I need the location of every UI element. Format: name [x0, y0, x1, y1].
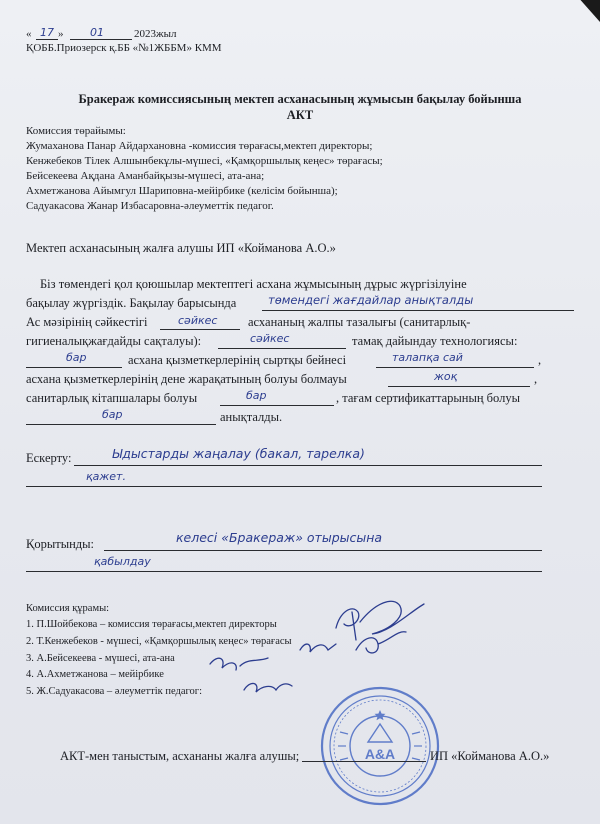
signature-beisekeeva: [300, 644, 336, 652]
footer-tenant: ИП «Койманова А.О.»: [430, 749, 550, 763]
body-text: Біз төмендегі қол қоюшылар мектептегі асхана жұмысының дұрыс жүргізілуіне: [40, 277, 467, 291]
body-text: асхананың жалпы тазалығы (санитарлық-: [248, 315, 471, 329]
handwritten-value: бар: [66, 351, 87, 364]
date-day: 17: [40, 26, 54, 39]
official-stamp: [318, 684, 442, 808]
document-title-act: АКТ: [286, 108, 314, 122]
signature-line: 2. Т.Кенжебеков - мүшесі, «Қамқоршылық кеңес» төрағасы: [26, 636, 292, 647]
commission-member: Кенжебеков Тілек Алшынбекұлы-мүшесі, «Қамқоршылық кеңес» төрағасы;: [26, 155, 383, 167]
date-year: 2023жыл: [134, 28, 177, 40]
date-open-quote: «: [26, 28, 32, 40]
date-month: 01: [90, 26, 104, 39]
commission-member: Бейсекеева Ақдана Аманбайқызы-мүшесі, ата-ана;: [26, 170, 265, 182]
handwritten-value: жоқ: [434, 370, 458, 383]
organization-name: ҚОББ.Приозерск қ.ББ «№1ЖББМ» КММ: [26, 42, 222, 54]
signature-saduakasova: [244, 683, 292, 692]
body-text: Ас мәзірінің сәйкестігі: [26, 315, 148, 329]
stamp-center-text: A&A: [364, 746, 396, 762]
body-text: тамақ дайындау технологиясы:: [352, 334, 518, 348]
body-text: анықталды.: [220, 410, 283, 424]
handwritten-value: сәйкес: [178, 314, 218, 327]
handwritten-note: Ыдыстарды жаңалау (бакал, тарелка): [112, 446, 365, 461]
footer-acknowledgement: АКТ-мен таныстым, асхананы жалға алушы;: [60, 749, 300, 763]
body-text: гигиеналықжағдайды сақталуы):: [26, 334, 202, 348]
signature-line: 1. П.Шойбекова – комиссия төрағасы,мектеп директоры: [26, 619, 277, 630]
commission-member: Садуакасова Жанар Избасаровна-әлеуметтік педагог.: [26, 200, 274, 212]
document-title: Бракераж комиссиясының мектеп асханасының жұмысын бақылау бойынша: [78, 92, 522, 106]
handwritten-note: қажет.: [86, 470, 126, 483]
body-text: санитарлық кітапшалары болуы: [26, 391, 198, 405]
signatures-heading: Комиссия құрамы:: [26, 603, 110, 614]
handwritten-conclusion: келесі «Бракераж» отырысына: [176, 530, 383, 545]
handwritten-conclusion: қабылдау: [94, 555, 151, 568]
commission-member: Жумаханова Панар Айдархановна -комиссия төрағасы,мектеп директоры;: [26, 140, 373, 152]
date-close-quote: »: [58, 28, 64, 40]
tenant-signature-line: [302, 761, 426, 762]
signature-line: 3. А.Бейсекеева - мүшесі, ата-ана: [26, 653, 175, 664]
signature-kenzhebekov: [356, 632, 406, 653]
signature-director: [336, 601, 424, 640]
commission-member: Ахметжанова Айымгул Шариповна-мейірбике (келісім бойынша);: [26, 185, 338, 197]
body-text: бақылау жүргіздік. Бақылау барысында: [26, 296, 237, 310]
tenant-line: Мектеп асханасының жалға алушы ИП «Койманова А.О.»: [26, 241, 336, 255]
body-punct: ,: [534, 372, 538, 386]
handwritten-value: бар: [102, 408, 123, 421]
handwritten-findings: төмендегі жағдайлар анықталды: [268, 293, 474, 307]
body-text: , тағам сертификаттарының болуы: [336, 391, 521, 405]
body-punct: ,: [538, 353, 542, 367]
signature-akhmetzhanova: [210, 658, 268, 670]
conclusion-label: Қорытынды:: [26, 537, 95, 551]
signature-line: 5. Ж.Садуакасова – әлеуметтік педагог:: [26, 686, 203, 697]
handwritten-value: талапқа сай: [392, 351, 463, 364]
handwritten-value: бар: [246, 389, 267, 402]
note-label: Ескерту:: [26, 451, 72, 465]
body-text: асхана қызметкерлерінің сыртқы бейнесі: [128, 353, 347, 367]
handwritten-value: сәйкес: [250, 332, 290, 345]
body-text: асхана қызметкерлерінің дене жарақатының болуы болмауы: [26, 372, 347, 386]
signature-line: 4. А.Ахметжанова – мейірбике: [26, 669, 164, 680]
commission-heading: Комиссия төрайымы:: [26, 125, 126, 137]
